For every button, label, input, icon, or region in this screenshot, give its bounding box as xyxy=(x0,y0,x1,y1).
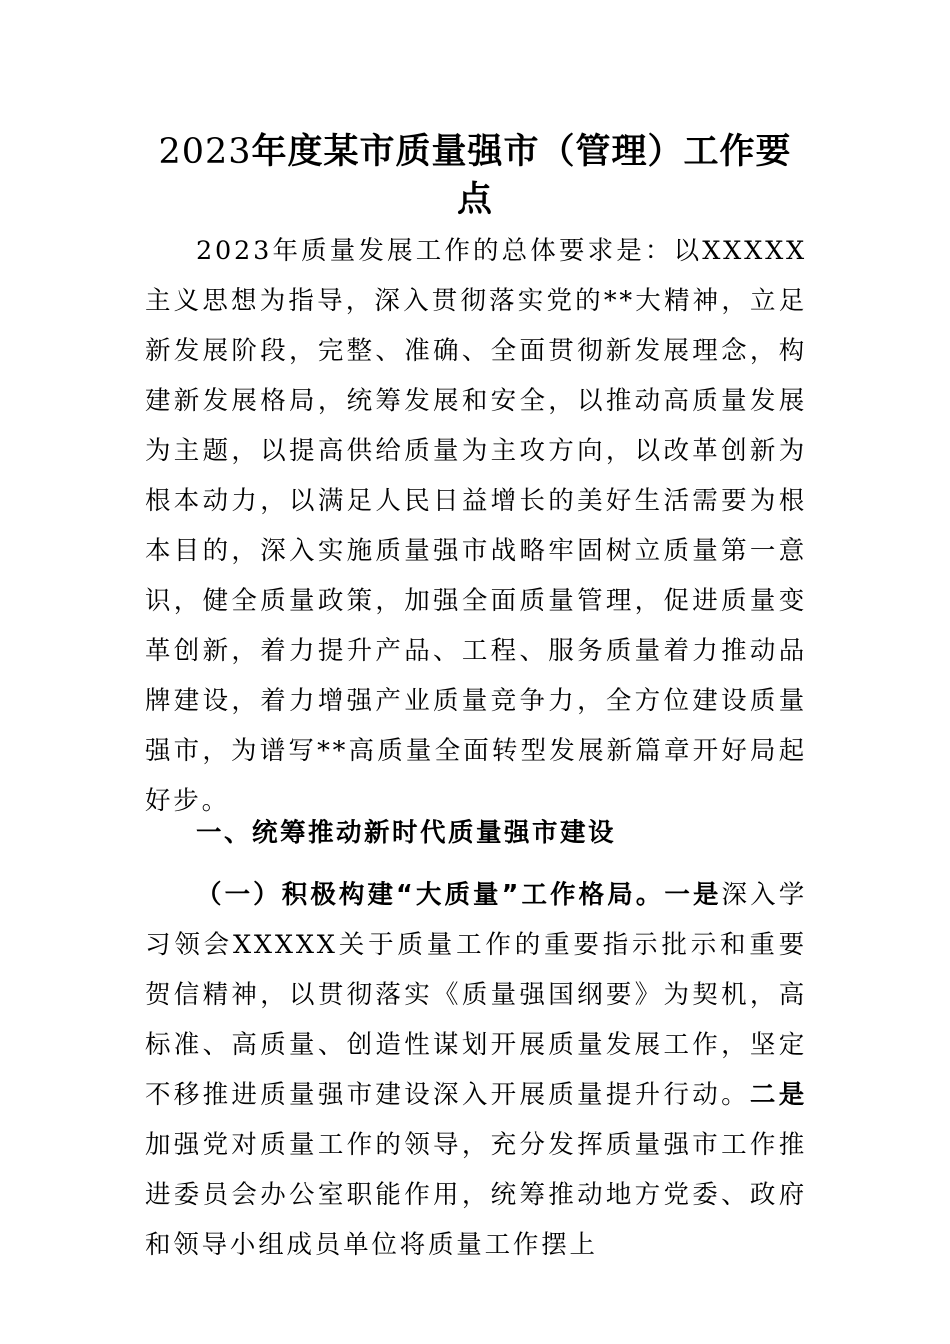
subsection-title: （一）积极构建“大质量”工作格局。 xyxy=(196,880,665,910)
title-text: 年度某市质量强市（管理）工作要点 xyxy=(251,131,792,220)
point-text-2: 加强党对质量工作的领导，充分发挥质量强市工作推进委员会办公室职能作用，统筹推动地方党委、政府和领导小组成员单位将质量工作摆上 xyxy=(145,1130,807,1260)
title-year: 2023 xyxy=(158,132,252,172)
point-marker-1: 一是 xyxy=(664,880,722,910)
section-heading-1: 一、统筹推动新时代质量强市建设 xyxy=(196,818,617,848)
point-text-1: 深入学习领会XXXXX关于质量工作的重要指示批示和重要贺信精神，以贯彻落实《质量强国纲要》为契机，高标准、高质量、创造性谋划开展质量发展工作，坚定不移推进质量强市建设深入开展质量提升行动。 xyxy=(145,880,808,1110)
point-marker-2: 二是 xyxy=(749,1080,807,1110)
paragraph-general-requirements: 2023年质量发展工作的总体要求是：以XXXXX主义思想为指导，深入贯彻落实党的**大精神，立足新发展阶段，完整、准确、全面贯彻新发展理念，构建新发展格局，统筹发展和安全，以推动高质量发展为主题，以提高供给质量为主攻方向，以改革创新为根本动力，以满足人民日益增长的美好生活需要为根本目的，深入实施质量强市战略牢固树立质量第一意识，健全质量政策，加强全面质量管理，促进质量变革创新，着力提升产品、工程、服务质量着力推动品牌建设，着力增强产业质量竞争力，全方位建设质量强市，为谱写**高质量全面转型发展新篇章开好局起好步。 xyxy=(145,236,807,816)
paragraph-subsection-1 xyxy=(145,870,807,1270)
document-title xyxy=(145,128,805,224)
